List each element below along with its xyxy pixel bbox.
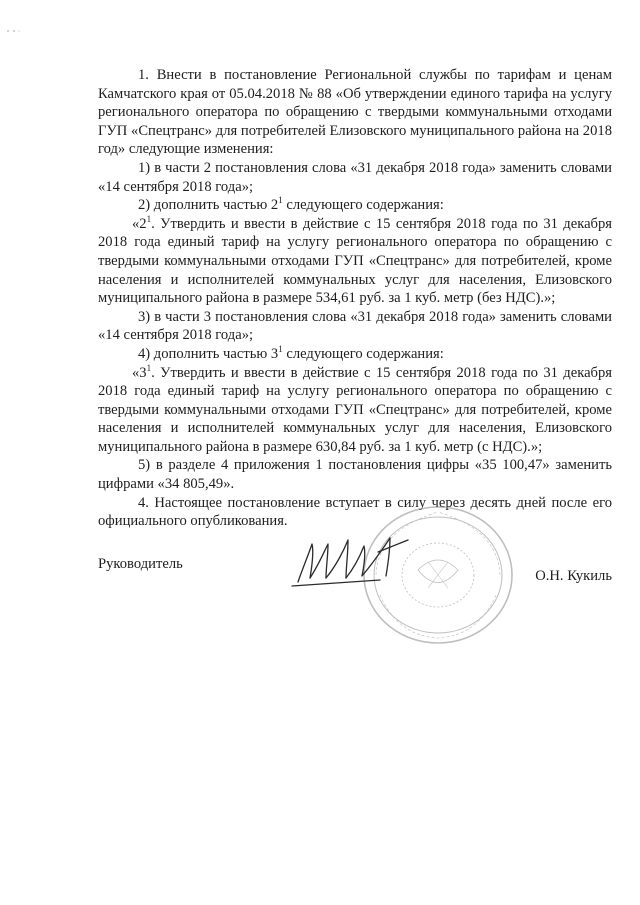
paragraph-4: 4. Настоящее постановление вступает в силу через десять дней после его официального опубликования. — [98, 494, 612, 530]
amendment-item-5: 5) в разделе 4 приложения 1 постановления цифры «35 100,47» заменить цифрами «34 805,49». — [98, 457, 612, 493]
signer-position: Руководитель — [98, 556, 183, 572]
amendment-item-2: 2) дополнить частью $2^1$ следующего содержания: — [138, 195, 444, 214]
quoted-part-3-1: «$3^1$. Утвердить и ввести в действие с 15 сентября 2018 года по 31 декабря 2018 года единый тариф на услугу регионального оператора по обращению с твердыми коммунальными отходами ГУП «Спецтранс» для потребителей, кроме населения и исполнителей коммунальных услуг для населения, Елизовского муниципального района в размере 630,84 руб. за 1 куб. метр (с НДС).»; — [98, 362, 612, 455]
signer-name: О.Н. Кукиль — [535, 568, 612, 584]
amendment-item-3: 3) в части 3 постановления слова «31 декабря 2018 года» заменить словами «14 сентября 2018 года»; — [98, 308, 612, 344]
paragraph-1: 1. Внести в постановление Региональной службы по тарифам и ценам Камчатского края от 05.04.2018 № 88 «Об утверждении единого тарифа на услугу регионального оператора по обращению с твердыми коммунальными отходами ГУП «Спецтранс» для потребителей Елизовского муниципального района на 2018 год» следующие изменения: — [98, 67, 612, 158]
quoted-part-2-1: «$2^1$. Утвердить и ввести в действие с 15 сентября 2018 года по 31 декабря 2018 года единый тариф на услугу регионального оператора по обращению с твердыми коммунальными отходами ГУП «Спецтранс» для потребителей, кроме населения и исполнителей коммунальных услуг для населения, Елизовского муниципального района в размере 534,61 руб. за 1 куб. метр (без НДС).»; — [98, 213, 612, 307]
scan-mark — [4, 28, 34, 34]
amendment-item-4: 4) дополнить частью $3^1$ следующего содержания: — [138, 343, 444, 362]
amendment-item-1: 1) в части 2 постановления слова «31 декабря 2018 года» заменить словами «14 сентября 2018 года»; — [98, 159, 612, 195]
signature-block — [98, 556, 612, 584]
document-body — [98, 66, 612, 531]
